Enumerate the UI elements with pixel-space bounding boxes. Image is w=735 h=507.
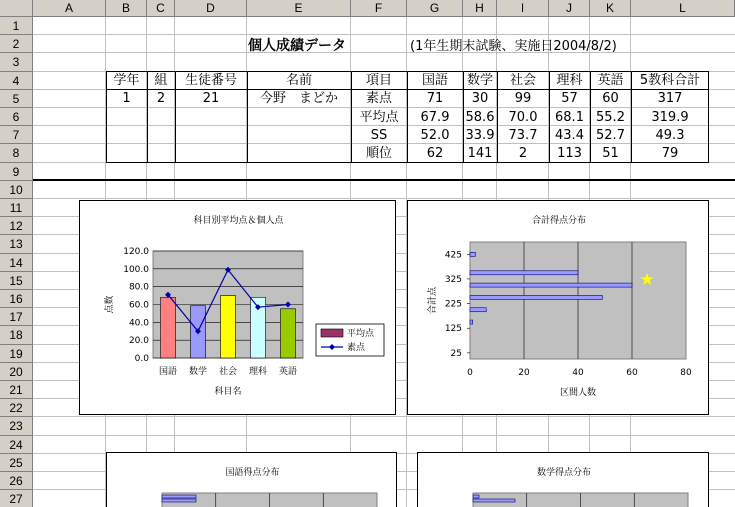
table-header: 5教科合計	[639, 73, 701, 89]
score-cell: 52.0	[420, 127, 450, 143]
student-name-value: 今野 まどか	[259, 91, 338, 107]
score-cell: 73.7	[508, 127, 538, 143]
row-header-24[interactable]: 24	[0, 436, 33, 454]
score-cell: 2	[518, 145, 528, 161]
y-tick-label: 60.0	[128, 300, 149, 311]
chart-title: 国語得点分布	[225, 468, 280, 478]
bar-国語	[161, 297, 176, 358]
bar	[473, 499, 515, 502]
chart-total-distribution-svg	[408, 201, 710, 416]
table-border	[631, 71, 632, 162]
gridline	[33, 416, 735, 417]
row-header-5[interactable]: 5	[0, 90, 33, 108]
table-border	[590, 71, 591, 162]
y-tick-label: 40.0	[128, 318, 149, 329]
table-header: 項目	[365, 73, 392, 89]
row-item-label: 素点	[365, 91, 392, 107]
table-border	[351, 71, 352, 162]
score-cell: 70.0	[508, 109, 538, 125]
column-header-G[interactable]: G	[407, 0, 463, 17]
score-cell: 113	[557, 145, 582, 161]
score-cell: 60	[602, 91, 619, 107]
table-border	[247, 71, 248, 162]
x-tick-label: 40	[572, 368, 584, 378]
student-number-value: 21	[202, 91, 220, 107]
chart-math-distribution[interactable]	[417, 452, 709, 507]
row-header-4[interactable]: 4	[0, 72, 33, 90]
legend-label: 平均点	[347, 329, 375, 339]
sheet-subtitle: (1年生期末試験、実施日2004/8/2)	[410, 39, 617, 54]
select-all-corner[interactable]	[0, 0, 33, 17]
x-tick-label: 20	[518, 368, 530, 378]
chart-japanese-distribution[interactable]	[106, 452, 397, 507]
score-cell: 33.9	[465, 127, 495, 143]
row-header-7[interactable]: 7	[0, 126, 33, 144]
x-tick-label: 数学	[188, 367, 208, 377]
x-axis-label: 科目名	[214, 387, 242, 397]
table-border	[549, 71, 550, 162]
y-tick-label: 80.0	[128, 282, 149, 293]
class-value: 2	[156, 91, 166, 107]
score-cell: 62	[426, 145, 444, 161]
y-tick-label: 0.0	[134, 354, 149, 364]
score-cell: 49.3	[655, 127, 685, 143]
gridline	[33, 34, 735, 35]
column-header-I[interactable]: I	[497, 0, 549, 17]
y-tick-label: 25	[450, 348, 462, 359]
chart-total-distribution[interactable]	[407, 200, 709, 415]
row-header-20[interactable]: 20	[0, 363, 33, 381]
row-header-17[interactable]: 17	[0, 308, 33, 326]
score-cell: 99	[514, 91, 532, 107]
row-header-10[interactable]: 10	[0, 181, 33, 199]
table-header: 生徒番号	[184, 73, 237, 89]
row-header-2[interactable]: 2	[0, 35, 33, 53]
chart-math-distribution-svg	[418, 453, 710, 507]
score-cell: 57	[561, 91, 578, 107]
y-tick-label: 120.0	[123, 247, 149, 257]
table-header: 理科	[556, 73, 583, 89]
bar	[162, 499, 196, 502]
table-border	[497, 71, 498, 162]
x-tick-label: 0	[467, 368, 473, 378]
score-cell: 51	[602, 145, 619, 161]
table-border	[407, 71, 408, 162]
column-header-D[interactable]: D	[175, 0, 247, 17]
row-header-1[interactable]: 1	[0, 17, 33, 35]
row-item-label: SS	[370, 127, 388, 143]
y-tick-label: 425	[444, 250, 462, 261]
legend-label: 素点	[347, 343, 366, 353]
row-header-9[interactable]: 9	[0, 163, 33, 181]
x-tick-label: 国語	[158, 367, 178, 377]
bar	[473, 495, 479, 498]
star-marker: ★	[639, 269, 655, 290]
x-tick-label: 80	[680, 368, 692, 378]
y-axis-label: 合計点	[428, 286, 438, 315]
row-header-21[interactable]: 21	[0, 381, 33, 399]
score-cell: 319.9	[651, 109, 689, 125]
score-cell: 30	[471, 91, 489, 107]
table-header: 英語	[597, 73, 624, 89]
table-header: 数学	[466, 73, 493, 89]
table-border	[175, 71, 176, 162]
grade-value: 1	[122, 91, 131, 107]
score-cell: 55.2	[596, 109, 625, 125]
chart-title: 科目別平均点＆個人点	[193, 216, 284, 226]
score-cell: 79	[661, 145, 679, 161]
row-item-label: 平均点	[359, 109, 399, 125]
row-header-25[interactable]: 25	[0, 454, 33, 472]
score-cell: 141	[467, 145, 493, 161]
chart-subject-average-svg	[80, 201, 397, 416]
score-cell: 43.4	[555, 127, 584, 143]
column-header-E[interactable]: E	[247, 0, 351, 17]
row-header-15[interactable]: 15	[0, 272, 33, 290]
row-item-label: 順位	[365, 145, 392, 161]
x-tick-label: 社会	[218, 367, 238, 377]
row-header-3[interactable]: 3	[0, 53, 33, 71]
y-tick-label: 125	[444, 324, 462, 335]
column-header-H[interactable]: H	[463, 0, 497, 17]
row-header-19[interactable]: 19	[0, 345, 33, 363]
score-cell: 71	[426, 91, 444, 107]
table-header: 国語	[421, 73, 448, 89]
y-tick-label: 100.0	[123, 264, 149, 275]
bar	[162, 495, 196, 498]
bar	[470, 252, 475, 256]
chart-japanese-distribution-svg	[107, 453, 398, 507]
table-border	[106, 162, 709, 163]
bar	[470, 320, 473, 324]
row-header-13[interactable]: 13	[0, 235, 33, 253]
x-tick-label: 理科	[248, 367, 268, 377]
column-header-C[interactable]: C	[147, 0, 175, 17]
y-axis-label: 点数	[105, 295, 115, 314]
row-header-27[interactable]: 27	[0, 490, 33, 507]
column-header-B[interactable]: B	[106, 0, 147, 17]
row-header-23[interactable]: 23	[0, 417, 33, 435]
row-header-22[interactable]: 22	[0, 399, 33, 417]
x-tick-label: 英語	[278, 367, 298, 377]
bar	[470, 308, 486, 312]
row-header-18[interactable]: 18	[0, 326, 33, 344]
table-header: 組	[154, 73, 168, 89]
score-cell: 317	[657, 91, 683, 107]
table-border	[106, 71, 107, 162]
score-cell: 68.1	[555, 109, 584, 125]
table-border	[147, 71, 148, 162]
gridline	[33, 435, 735, 436]
row-header-26[interactable]: 26	[0, 472, 33, 490]
column-header-J[interactable]: J	[549, 0, 590, 17]
table-header: 学年	[113, 73, 140, 89]
bar	[470, 295, 602, 299]
table-header: 名前	[285, 73, 312, 89]
row-header-8[interactable]: 8	[0, 144, 33, 162]
column-header-F[interactable]: F	[351, 0, 407, 17]
column-header-K[interactable]: K	[590, 0, 631, 17]
y-tick-label: 325	[444, 274, 462, 285]
chart-title: 数学得点分布	[536, 468, 591, 478]
gridline	[33, 52, 735, 53]
bar-英語	[281, 309, 296, 358]
column-header-L[interactable]: L	[631, 0, 735, 17]
chart-title: 合計得点分布	[531, 216, 586, 226]
bar-社会	[221, 296, 236, 358]
legend-swatch-bar	[321, 329, 343, 337]
row-header-11[interactable]: 11	[0, 199, 33, 217]
table-border	[708, 71, 709, 162]
score-cell: 58.6	[465, 109, 495, 125]
table-border	[463, 71, 464, 162]
column-header-A[interactable]: A	[33, 0, 106, 17]
row-header-14[interactable]: 14	[0, 254, 33, 272]
score-cell: 67.9	[420, 109, 450, 125]
sheet-title: 個人成績データ	[248, 38, 346, 54]
section-divider	[33, 179, 735, 181]
x-axis-label: 区間人数	[559, 388, 597, 398]
row-header-12[interactable]: 12	[0, 217, 33, 235]
y-tick-label: 225	[444, 299, 462, 310]
chart-subject-average[interactable]	[79, 200, 396, 415]
table-header: 社会	[509, 73, 536, 89]
x-tick-label: 60	[626, 368, 638, 378]
bar	[470, 271, 578, 275]
row-header-16[interactable]: 16	[0, 290, 33, 308]
bar	[470, 283, 632, 287]
gridline	[33, 198, 735, 199]
score-cell: 52.7	[596, 127, 625, 143]
y-tick-label: 20.0	[128, 336, 149, 347]
row-header-6[interactable]: 6	[0, 108, 33, 126]
